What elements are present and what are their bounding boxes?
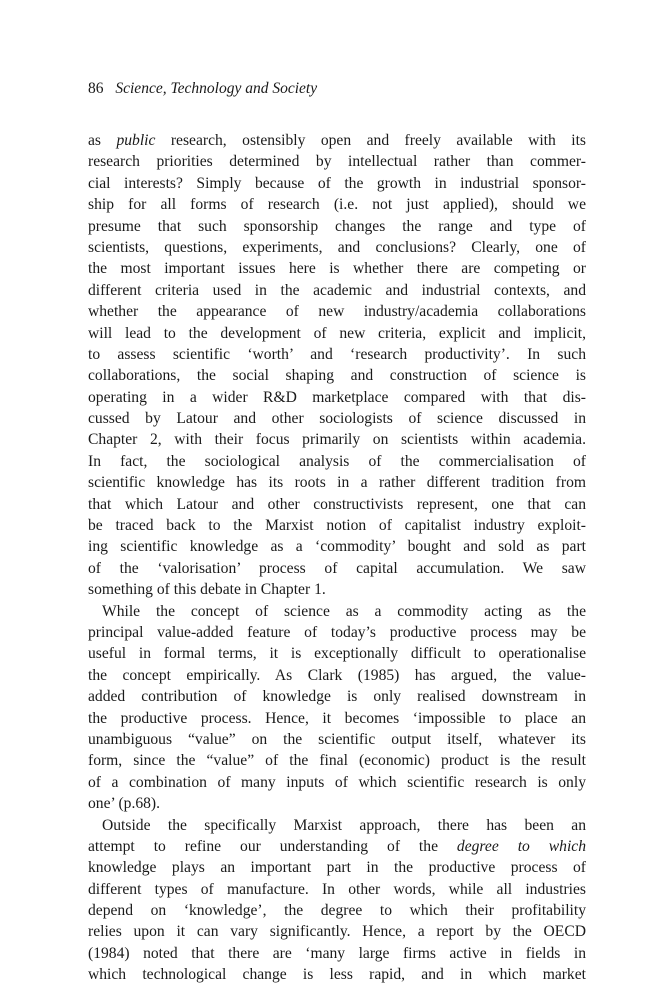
text-line: depend on ‘knowledge’, the degree to which their profitability bbox=[88, 902, 586, 920]
text-line: Outside the specifically Marxist approach, there has been an bbox=[102, 816, 586, 834]
text-line: which technological change is less rapid, and in which market bbox=[88, 966, 586, 984]
text-line: presume that such sponsorship changes the range and type of bbox=[88, 217, 586, 235]
text-line: cial interests? Simply because of the growth in industrial sponsor- bbox=[88, 174, 586, 192]
text-line: scientists, questions, experiments, and conclusions? Clearly, one of bbox=[88, 238, 586, 256]
text-line: knowledge plays an important part in the productive process of bbox=[88, 859, 586, 877]
text-line: ship for all forms of research (i.e. not just applied), should we bbox=[88, 196, 586, 214]
text-line: will lead to the development of new criteria, explicit and implicit, bbox=[88, 324, 586, 342]
paragraph bbox=[88, 130, 586, 601]
text-line: to assess scientific ‘worth’ and ‘research productivity’. In such bbox=[88, 345, 586, 363]
text-line: as public research, ostensibly open and freely available with its bbox=[88, 132, 586, 149]
text-line: collaborations, the social shaping and construction of science is bbox=[88, 367, 586, 385]
text-line: relies upon it can vary significantly. Hence, a report by the OECD bbox=[88, 923, 586, 941]
text-line: Chapter 2, with their focus primarily on scientists within academia. bbox=[88, 431, 586, 449]
text-line: different criteria used in the academic and industrial contexts, and bbox=[88, 281, 586, 299]
text-line: the most important issues here is whether there are competing or bbox=[88, 260, 586, 278]
text-line: (1984) noted that there are ‘many large firms active in fields in bbox=[88, 944, 586, 962]
text-line: of the ‘valorisation’ process of capital accumulation. We saw bbox=[88, 559, 586, 577]
book-title: Science, Technology and Society bbox=[115, 80, 318, 97]
book-page bbox=[88, 78, 586, 986]
text-line: the productive process. Hence, it becomes ‘impossible to place an bbox=[88, 709, 586, 727]
text-line: form, since the “value” of the final (economic) product is the result bbox=[88, 752, 586, 770]
running-head bbox=[88, 78, 586, 100]
emphasis: degree to which bbox=[456, 837, 586, 855]
paragraph bbox=[88, 601, 586, 815]
text-line: that which Latour and other constructivists represent, one that can bbox=[88, 495, 586, 513]
page-number: 86 bbox=[88, 80, 104, 97]
text-line: ing scientific knowledge as a ‘commodity’ bought and sold as part bbox=[88, 538, 586, 556]
text-line: whether the appearance of new industry/academia collaborations bbox=[88, 303, 586, 321]
text-line: be traced back to the Marxist notion of capitalist industry exploit- bbox=[88, 517, 586, 535]
text-line: scientific knowledge has its roots in a rather different tradition from bbox=[88, 474, 586, 492]
text-line: one’ (p.68). bbox=[88, 795, 161, 813]
text-line: added contribution of knowledge is only realised downstream in bbox=[88, 688, 586, 706]
text-line: While the concept of science as a commodity acting as the bbox=[102, 602, 586, 620]
text-line: principal value-added feature of today’s productive process may be bbox=[88, 623, 586, 641]
emphasis: public bbox=[116, 132, 156, 149]
text-line: something of this debate in Chapter 1. bbox=[88, 581, 326, 599]
text-line: In fact, the sociological analysis of the commercialisation of bbox=[88, 452, 586, 470]
text-line: different types of manufacture. In other words, while all industries bbox=[88, 880, 586, 898]
text-line: cussed by Latour and other sociologists of science discussed in bbox=[88, 410, 586, 428]
text-line: attempt to refine our understanding of the degree to which bbox=[88, 837, 586, 855]
text-line: of a combination of many inputs of which scientific research is only bbox=[88, 773, 586, 791]
paragraph bbox=[88, 815, 586, 986]
text-line: unambiguous “value” on the scientific output itself, whatever its bbox=[88, 730, 586, 748]
text-line: research priorities determined by intellectual rather than commer- bbox=[88, 153, 586, 171]
body-text bbox=[88, 130, 586, 986]
text-line: operating in a wider R&D marketplace compared with that dis- bbox=[88, 388, 586, 406]
text-line: the concept empirically. As Clark (1985) has argued, the value- bbox=[88, 666, 586, 684]
text-line: useful in formal terms, it is exceptionally difficult to operationalise bbox=[88, 645, 586, 663]
